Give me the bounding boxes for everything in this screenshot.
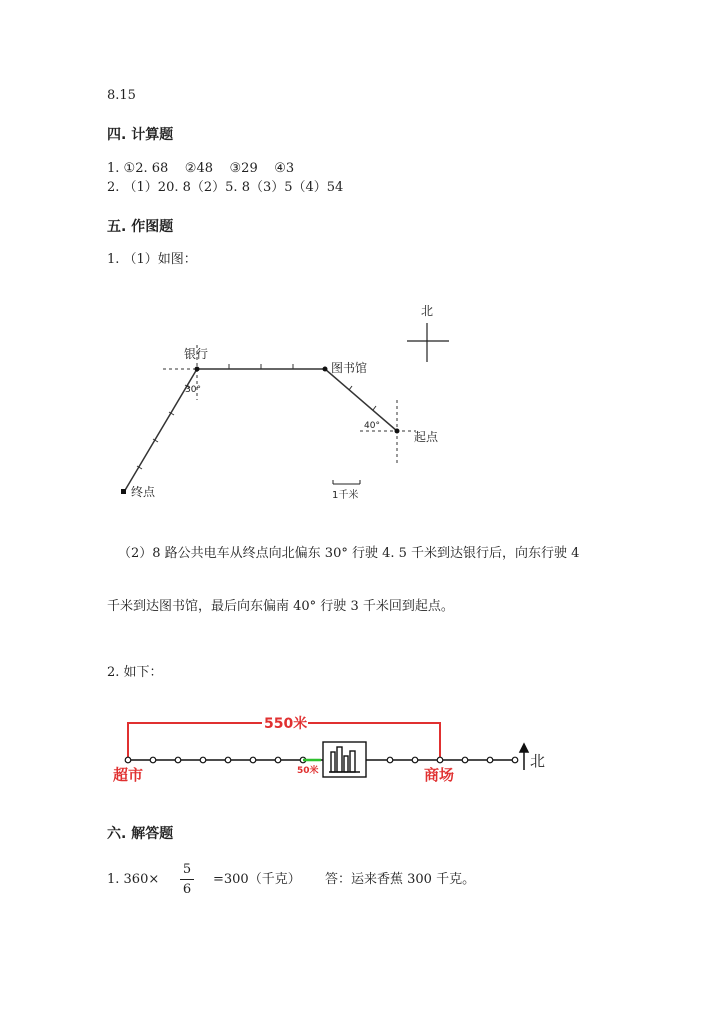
supermarket-label: 超市 — [113, 766, 144, 784]
section-4-title: 四. 计算题 — [107, 127, 174, 143]
section-6-q1-prefix: 1. 360× — [107, 872, 160, 887]
compass-north-label: 北 — [421, 304, 434, 318]
segment-label: 50米 — [297, 766, 319, 776]
section-6-title: 六. 解答题 — [107, 826, 174, 842]
fraction-five-sixths — [180, 862, 194, 897]
fraction-numerator: 5 — [182, 862, 192, 877]
fraction-denominator: 6 — [182, 882, 192, 897]
north-label-2: 北 — [530, 752, 546, 770]
building-icon — [323, 742, 366, 777]
section-5-q2-intro: 2. 如下： — [107, 665, 163, 680]
angle-30-label: 30° — [185, 385, 201, 395]
end-label: 终点 — [131, 485, 156, 499]
section-5-q1-part2-line-2: 千米到达图书馆，最后向东偏南 40° 行驶 3 千米回到起点。 — [107, 599, 454, 614]
distance-label: 550米 — [264, 716, 308, 732]
compass-icon — [407, 323, 449, 362]
scale-bar — [333, 480, 360, 484]
section-6-q1-answer: 答：运来香蕉 300 千克。 — [325, 872, 476, 887]
library-label: 图书馆 — [331, 361, 368, 375]
section-6-q1-result: =300（千克） — [213, 872, 301, 887]
previous-answer: 8.15 — [107, 88, 136, 103]
distance-diagram — [0, 700, 720, 795]
fraction-bar — [180, 879, 194, 880]
angle-40-label: 40° — [364, 421, 380, 431]
bank-label: 银行 — [184, 347, 209, 361]
start-label: 起点 — [414, 430, 439, 444]
section-5-q1-intro: 1. （1）如图： — [107, 252, 197, 267]
mall-label: 商场 — [424, 766, 455, 784]
section-5-title: 五. 作图题 — [107, 219, 174, 235]
scale-label: 1千米 — [332, 490, 359, 501]
section-5-q1-part2-line-1: （2）8 路公共电车从终点向北偏东 30° 行驶 4. 5 千米到达银行后，向东行驶 4 — [118, 546, 580, 561]
section-4-line-2: 2. （1）20. 8（2）5. 8（3）5（4）54 — [107, 180, 344, 195]
section-4-line-1: 1. ①2. 68 ②48 ③29 ④3 — [107, 161, 295, 176]
